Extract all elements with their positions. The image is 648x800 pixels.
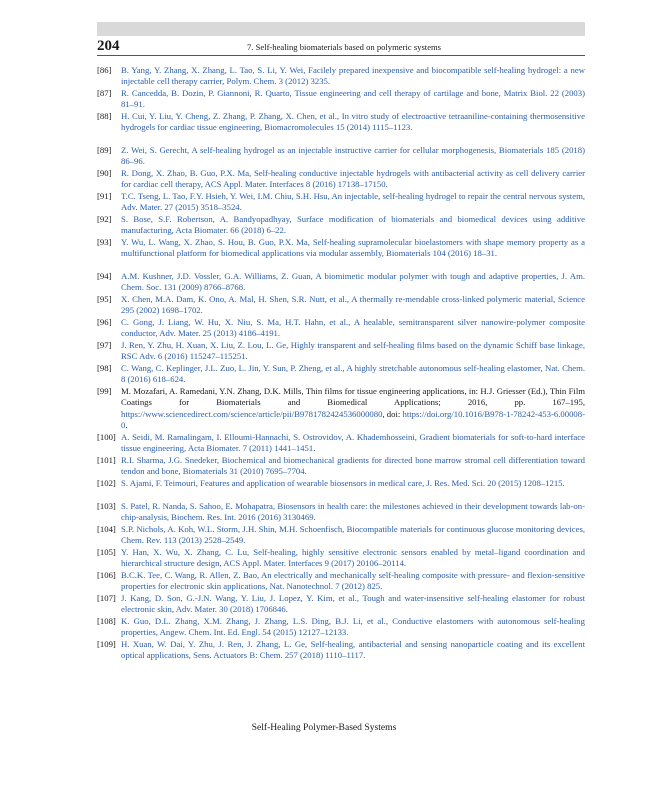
reference-link[interactable]: R. Cancedda, B. Dozin, P. Giannoni, R. Quarto, Tissue engineering and cell therapy of cartilage and bone, Matrix Biol. 22 (2003) 81–91.	[121, 88, 585, 110]
reference-number: [91]	[97, 191, 112, 201]
reference-link[interactable]: S. Patel, R. Nanda, S. Sahoo, E. Mohapatra, Biosensors in health care: the milestones achieved in their development towards lab-on-chip-analysis, Biochem. Res. Int. 2016 (2016) 3130469.	[121, 501, 585, 523]
reference-item	[97, 478, 585, 501]
reference-item	[97, 432, 585, 455]
reference-text	[121, 386, 585, 431]
doi-label: , doi:	[382, 408, 403, 419]
reference-number: [109]	[97, 639, 116, 649]
reference-link[interactable]: K. Guo, D.L. Zhang, X.M. Zhang, J. Zhang, L.S. Ding, B.J. Li, et al., Conductive elastomers with autonomous self-healing properties, Angew. Chem. Int. Ed. Engl. 54 (2015) 12127–12133.	[121, 616, 585, 638]
reference-link[interactable]: B. Yang, Y. Zhang, X. Zhang, L. Tao, S. Li, Y. Wei, Facilely prepared inexpensive and biocompatible self-healing hydrogel: a new injectable cell therapy carrier, Polym. Chem. 3 (2012) 3235.	[121, 65, 585, 87]
reference-link[interactable]: J. Kang, D. Son, G.-J.N. Wang, Y. Liu, J. Lopez, Y. Kim, et al., Tough and water-insensitive self-healing elastomer for robust electronic skin, Adv. Mater. 30 (2018) 1706846.	[121, 593, 585, 615]
reference-item	[97, 639, 585, 662]
reference-number: [95]	[97, 294, 112, 304]
reference-end: .	[125, 419, 128, 430]
reference-link[interactable]: C. Gong, J. Liang, W. Hu, X. Niu, S. Ma, H.T. Hahn, et al., A healable, semitransparent silver nanowire-polymer composite conductor, Adv. Mater. 25 (2013) 4186–4191.	[121, 317, 585, 339]
reference-link[interactable]: C. Wang, C. Keplinger, J.L. Zuo, L. Jin, Y. Sun, P. Zheng, et al., A highly stretchable autonomous self-healing elastomer, Nat. Chem. 8 (2016) 618–624.	[121, 363, 585, 385]
reference-number: [107]	[97, 593, 116, 603]
reference-number: [90]	[97, 168, 112, 178]
reference-number: [96]	[97, 317, 112, 327]
reference-link[interactable]: R. Dong, X. Zhao, B. Guo, P.X. Ma, Self-healing conductive injectable hydrogels with antibacterial activity as cell delivery carrier for cardiac cell therapy, ACS Appl. Mater. Interfaces 8 (2016) 17138–17150.	[121, 168, 585, 190]
reference-link[interactable]: S. Ajami, F. Teimouri, Features and application of wearable biosensors in medical care, J. Res. Med. Sci. 20 (2015) 1208–1215.	[121, 478, 565, 488]
reference-number: [88]	[97, 111, 112, 121]
reference-number: [105]	[97, 547, 116, 557]
reference-item	[97, 111, 585, 145]
reference-link[interactable]: Z. Wei, S. Gerecht, A self-healing hydrogel as an injectable instructive carrier for cellular morphogenesis, Biomaterials 185 (2018) 86–96.	[121, 145, 585, 167]
reference-link[interactable]: A. Seidi, M. Ramalingam, I. Elloumi-Hannachi, S. Ostrovidov, A. Khademhosseini, Gradient biomaterials for soft-to-hard interface tissue engineering, Acta Biomater. 7 (2011) 1441–1451.	[121, 432, 585, 454]
reference-link[interactable]: X. Chen, M.A. Dam, K. Ono, A. Mal, H. Shen, S.R. Nutt, et al., A thermally re-mendable cross-linked polymeric material, Science 295 (2002) 1698–1702.	[121, 294, 585, 316]
doi-link[interactable]: https://doi.org/10.1016/B978-1-78242-453-6.00008-0	[121, 408, 585, 430]
reference-item	[97, 214, 585, 237]
reference-item	[97, 386, 585, 432]
reference-number: [93]	[97, 237, 112, 247]
reference-item	[97, 88, 585, 111]
reference-item	[97, 524, 585, 547]
reference-item	[97, 501, 585, 524]
reference-number: [94]	[97, 271, 112, 281]
reference-item	[97, 271, 585, 294]
reference-item	[97, 145, 585, 168]
reference-number: [103]	[97, 501, 116, 511]
reference-link[interactable]: Y. Wu, L. Wang, X. Zhao, S. Hou, B. Guo, P.X. Ma, Self-healing supramolecular bioelastomers with shape memory property as a multifunctional platform for biomedical applications via modular assembly, Biomaterials 104 (2016) 18–31.	[121, 237, 585, 259]
reference-body: M. Mozafari, A. Ramedani, Y.N. Zhang, D.K. Mills, Thin films for tissue engineering applications, in: H.J. Griesser (Ed.), Thin Film Coatings for Biomaterials and Biomedical Applications; 2016, pp. 167–195,	[121, 386, 585, 408]
reference-item	[97, 570, 585, 593]
reference-link[interactable]: S. Bose, S.F. Robertson, A. Bandyopadhyay, Surface modification of biomaterials and biomedical devices using additive manufacturing, Acta Biomater. 66 (2018) 6–22.	[121, 214, 585, 236]
header-bar	[97, 22, 585, 36]
reference-number: [108]	[97, 616, 116, 626]
page-number: 204	[97, 38, 120, 54]
reference-item	[97, 455, 585, 478]
reference-link[interactable]: S.P. Nichols, A. Koh, W.L. Storm, J.H. Shin, M.H. Schoenfisch, Biocompatible materials for continuous glucose monitoring devices, Chem. Rev. 113 (2013) 2528–2549.	[121, 524, 585, 546]
reference-item	[97, 294, 585, 317]
reference-number: [99]	[97, 386, 112, 396]
reference-number: [100]	[97, 432, 116, 442]
running-head: 7. Self-healing biomaterials based on polymeric systems	[247, 42, 442, 52]
reference-number: [102]	[97, 478, 116, 488]
reference-item	[97, 593, 585, 616]
reference-link[interactable]: Y. Han, X. Wu, X. Zhang, C. Lu, Self-healing, highly sensitive electronic sensors enabled by metal–ligand coordination and hierarchical structure design, ACS Appl. Mater. Interfaces 9 (2017) 20106–20114.	[121, 547, 585, 569]
page-header	[97, 38, 585, 56]
page-footer: Self-Healing Polymer-Based Systems	[251, 722, 397, 733]
reference-link[interactable]: R.I. Sharma, J.G. Snedeker, Biochemical and biomechanical gradients for directed bone marrow stromal cell differentiation toward tendon and bone, Biomaterials 31 (2010) 7695–7704.	[121, 455, 585, 477]
reference-link[interactable]: B.C.K. Tee, C. Wang, R. Allen, Z. Bao, An electrically and mechanically self-healing composite with pressure- and flexion-sensitive properties for electronic skin applications, Nat. Nanotechnol. 7 (2012) 825.	[121, 570, 585, 592]
sciencedirect-link[interactable]: https://www.sciencedirect.com/science/article/pii/B9781782424536000080	[121, 408, 383, 419]
reference-item	[97, 616, 585, 639]
reference-number: [92]	[97, 214, 112, 224]
reference-number: [101]	[97, 455, 116, 465]
reference-link[interactable]: J. Ren, Y. Zhu, H. Xuan, X. Liu, Z. Lou, L. Ge, Highly transparent and self-healing films based on the dynamic Schiff base linkage, RSC Adv. 6 (2016) 115247–115251.	[121, 340, 585, 362]
reference-number: [87]	[97, 88, 112, 98]
reference-item	[97, 317, 585, 340]
reference-number: [106]	[97, 570, 116, 580]
reference-number: [104]	[97, 524, 116, 534]
header-rule	[97, 55, 585, 56]
reference-item	[97, 363, 585, 386]
reference-item	[97, 547, 585, 570]
reference-link[interactable]: H. Xuan, W. Dai, Y. Zhu, J. Ren, J. Zhang, L. Ge, Self-healing, antibacterial and sensing nanoparticle coating and its excellent optical applications, Sens. Actuators B: Chem. 257 (2018) 1110–1117.	[121, 639, 585, 661]
reference-link[interactable]: A.M. Kushner, J.D. Vossler, G.A. Williams, Z. Guan, A biomimetic modular polymer with tough and adaptive properties, J. Am. Chem. Soc. 131 (2009) 8766–8768.	[121, 271, 585, 293]
reference-item	[97, 237, 585, 271]
reference-item	[97, 191, 585, 214]
reference-number: [97]	[97, 340, 112, 350]
reference-item	[97, 340, 585, 363]
reference-item	[97, 65, 585, 88]
reference-link[interactable]: T.C. Tseng, L. Tao, F.Y. Hsieh, Y. Wei, I.M. Chiu, S.H. Hsu, An injectable, self-healing hydrogel to repair the central nervous system, Adv. Mater. 27 (2015) 3518–3524.	[121, 191, 585, 213]
reference-number: [86]	[97, 65, 112, 75]
reference-number: [98]	[97, 363, 112, 373]
reference-number: [89]	[97, 145, 112, 155]
reference-list	[97, 65, 585, 662]
reference-item	[97, 168, 585, 191]
reference-link[interactable]: H. Cui, Y. Liu, Y. Cheng, Z. Zhang, P. Zhang, X. Chen, et al., In vitro study of electroactive tetraaniline-containing thermosensitive hydrogels for cardiac tissue engineering, Biomacromolecules 15 (2014) 1115–1123.	[121, 111, 585, 133]
